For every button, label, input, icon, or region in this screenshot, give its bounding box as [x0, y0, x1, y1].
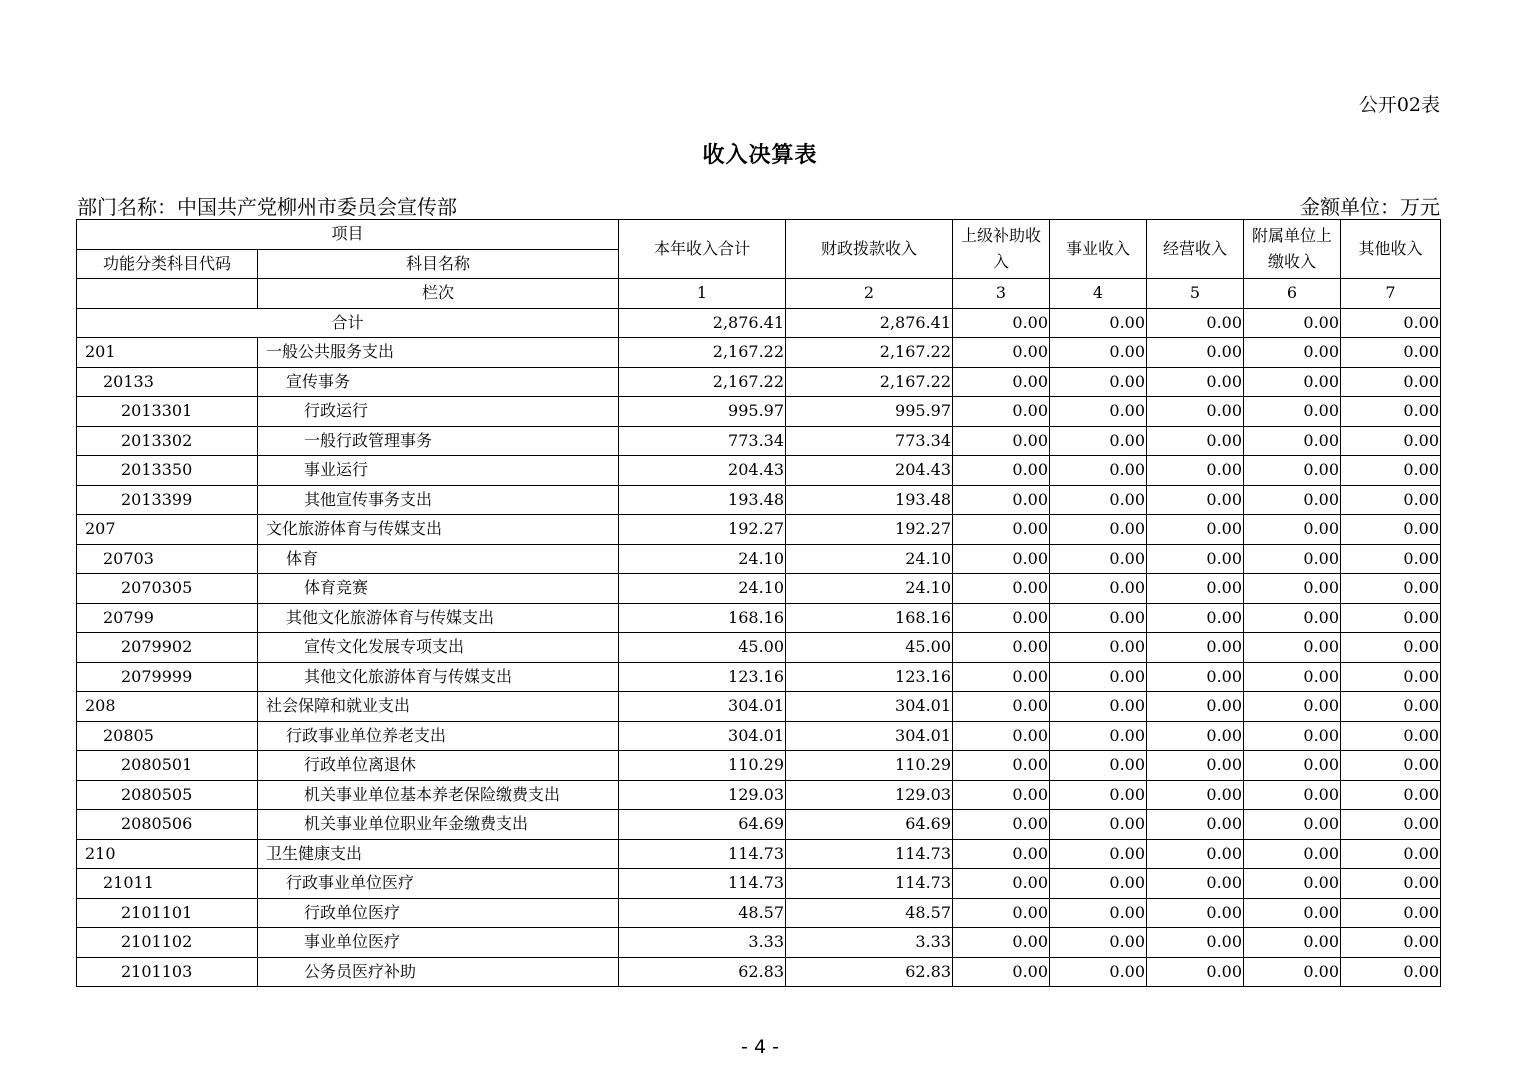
value-col-3: 0.00: [953, 603, 1050, 633]
value-col-2: 45.00: [786, 633, 953, 663]
value-col-1: 48.57: [619, 898, 786, 928]
value-col-4: 0.00: [1050, 603, 1147, 633]
value-col-4: 0.00: [1050, 780, 1147, 810]
value-col-1: 995.97: [619, 397, 786, 427]
value-col-5: 0.00: [1147, 721, 1244, 751]
value-col-2: 204.43: [786, 456, 953, 486]
table-row: [77, 780, 1441, 810]
table-row: [77, 662, 1441, 692]
value-col-5: 0.00: [1147, 338, 1244, 368]
subject-name: 事业单位医疗: [258, 928, 619, 958]
subject-name: 社会保障和就业支出: [258, 692, 619, 722]
value-col-3: 0.00: [953, 633, 1050, 663]
value-col-5: 0.00: [1147, 456, 1244, 486]
value-col-2: 2,167.22: [786, 367, 953, 397]
value-col-4: 0.00: [1050, 898, 1147, 928]
value-col-3: 0.00: [953, 839, 1050, 869]
value-col-3: 0.00: [953, 485, 1050, 515]
seq-5: 5: [1147, 279, 1244, 309]
subject-code: 21011: [77, 869, 258, 899]
value-col-7: 0.00: [1341, 574, 1441, 604]
value-col-7: 0.00: [1341, 544, 1441, 574]
subject-name: 其他文化旅游体育与传媒支出: [258, 662, 619, 692]
total-value-4: 0.00: [1050, 308, 1147, 338]
value-col-3: 0.00: [953, 810, 1050, 840]
value-col-2: 24.10: [786, 544, 953, 574]
subject-name: 宣传文化发展专项支出: [258, 633, 619, 663]
subject-code: 201: [77, 338, 258, 368]
value-col-2: 123.16: [786, 662, 953, 692]
value-col-2: 192.27: [786, 515, 953, 545]
value-col-5: 0.00: [1147, 692, 1244, 722]
value-col-3: 0.00: [953, 338, 1050, 368]
value-col-1: 45.00: [619, 633, 786, 663]
subject-code: 2070305: [77, 574, 258, 604]
subject-name: 一般公共服务支出: [258, 338, 619, 368]
value-col-3: 0.00: [953, 928, 1050, 958]
amount-unit: 金额单位：万元: [1300, 195, 1440, 219]
value-col-2: 3.33: [786, 928, 953, 958]
value-col-2: 64.69: [786, 810, 953, 840]
value-col-5: 0.00: [1147, 574, 1244, 604]
value-col-4: 0.00: [1050, 426, 1147, 456]
subject-code: 20133: [77, 367, 258, 397]
value-col-3: 0.00: [953, 780, 1050, 810]
value-col-5: 0.00: [1147, 426, 1244, 456]
seq-3: 3: [953, 279, 1050, 309]
header-item: 项目: [77, 220, 619, 250]
table-row: [77, 898, 1441, 928]
value-col-6: 0.00: [1244, 397, 1341, 427]
subject-name: 公务员医疗补助: [258, 957, 619, 987]
value-col-7: 0.00: [1341, 869, 1441, 899]
value-col-3: 0.00: [953, 367, 1050, 397]
value-col-7: 0.00: [1341, 957, 1441, 987]
table-row: [77, 485, 1441, 515]
value-col-1: 773.34: [619, 426, 786, 456]
value-col-5: 0.00: [1147, 810, 1244, 840]
value-col-6: 0.00: [1244, 898, 1341, 928]
value-col-2: 2,167.22: [786, 338, 953, 368]
value-col-4: 0.00: [1050, 869, 1147, 899]
value-col-6: 0.00: [1244, 485, 1341, 515]
value-col-4: 0.00: [1050, 662, 1147, 692]
value-col-2: 129.03: [786, 780, 953, 810]
total-value-2: 2,876.41: [786, 308, 953, 338]
header-col-6: 附属单位上缴收入: [1244, 220, 1341, 279]
subject-code: 2080505: [77, 780, 258, 810]
value-col-3: 0.00: [953, 456, 1050, 486]
value-col-1: 192.27: [619, 515, 786, 545]
subject-code: 2013350: [77, 456, 258, 486]
value-col-3: 0.00: [953, 721, 1050, 751]
table-row: [77, 456, 1441, 486]
seq-1: 1: [619, 279, 786, 309]
table-row: [77, 928, 1441, 958]
subject-name: 机关事业单位职业年金缴费支出: [258, 810, 619, 840]
value-col-3: 0.00: [953, 692, 1050, 722]
value-col-1: 2,167.22: [619, 338, 786, 368]
total-value-5: 0.00: [1147, 308, 1244, 338]
value-col-1: 168.16: [619, 603, 786, 633]
value-col-2: 773.34: [786, 426, 953, 456]
table-row: [77, 692, 1441, 722]
value-col-2: 193.48: [786, 485, 953, 515]
subject-name: 文化旅游体育与传媒支出: [258, 515, 619, 545]
value-col-7: 0.00: [1341, 898, 1441, 928]
value-col-2: 110.29: [786, 751, 953, 781]
value-col-7: 0.00: [1341, 662, 1441, 692]
value-col-7: 0.00: [1341, 367, 1441, 397]
value-col-6: 0.00: [1244, 426, 1341, 456]
value-col-6: 0.00: [1244, 751, 1341, 781]
value-col-4: 0.00: [1050, 574, 1147, 604]
subject-code: 2013301: [77, 397, 258, 427]
subject-name: 行政事业单位养老支出: [258, 721, 619, 751]
value-col-5: 0.00: [1147, 957, 1244, 987]
table-row: [77, 839, 1441, 869]
total-row: [77, 308, 1441, 338]
department-name: 部门名称：中国共产党柳州市委员会宣传部: [77, 195, 457, 219]
table-row: [77, 367, 1441, 397]
value-col-1: 64.69: [619, 810, 786, 840]
subject-name: 一般行政管理事务: [258, 426, 619, 456]
table-row: [77, 515, 1441, 545]
value-col-3: 0.00: [953, 957, 1050, 987]
value-col-6: 0.00: [1244, 810, 1341, 840]
value-col-7: 0.00: [1341, 426, 1441, 456]
subject-code: 2101101: [77, 898, 258, 928]
header-code: 功能分类科目代码: [77, 249, 258, 279]
value-col-3: 0.00: [953, 515, 1050, 545]
header-col-4: 事业收入: [1050, 220, 1147, 279]
value-col-1: 204.43: [619, 456, 786, 486]
header-col-5: 经营收入: [1147, 220, 1244, 279]
value-col-4: 0.00: [1050, 485, 1147, 515]
value-col-7: 0.00: [1341, 810, 1441, 840]
value-col-5: 0.00: [1147, 780, 1244, 810]
value-col-4: 0.00: [1050, 367, 1147, 397]
value-col-4: 0.00: [1050, 338, 1147, 368]
value-col-6: 0.00: [1244, 603, 1341, 633]
value-col-4: 0.00: [1050, 633, 1147, 663]
subject-name: 其他宣传事务支出: [258, 485, 619, 515]
value-col-3: 0.00: [953, 869, 1050, 899]
value-col-6: 0.00: [1244, 574, 1341, 604]
value-col-4: 0.00: [1050, 456, 1147, 486]
value-col-4: 0.00: [1050, 839, 1147, 869]
subject-code: 2101103: [77, 957, 258, 987]
value-col-6: 0.00: [1244, 633, 1341, 663]
value-col-7: 0.00: [1341, 721, 1441, 751]
subject-name: 其他文化旅游体育与传媒支出: [258, 603, 619, 633]
header-col-3: 上级补助收入: [953, 220, 1050, 279]
value-col-4: 0.00: [1050, 957, 1147, 987]
value-col-5: 0.00: [1147, 367, 1244, 397]
table-row: [77, 869, 1441, 899]
value-col-7: 0.00: [1341, 456, 1441, 486]
subject-code: 2013399: [77, 485, 258, 515]
value-col-6: 0.00: [1244, 367, 1341, 397]
value-col-3: 0.00: [953, 397, 1050, 427]
subject-name: 行政事业单位医疗: [258, 869, 619, 899]
table-row: [77, 751, 1441, 781]
value-col-6: 0.00: [1244, 456, 1341, 486]
income-table: [76, 219, 1441, 987]
subject-name: 行政运行: [258, 397, 619, 427]
value-col-2: 114.73: [786, 839, 953, 869]
value-col-5: 0.00: [1147, 633, 1244, 663]
seq-row: [77, 279, 1441, 309]
value-col-4: 0.00: [1050, 515, 1147, 545]
value-col-7: 0.00: [1341, 397, 1441, 427]
value-col-7: 0.00: [1341, 839, 1441, 869]
subject-code: 210: [77, 839, 258, 869]
value-col-3: 0.00: [953, 544, 1050, 574]
value-col-1: 62.83: [619, 957, 786, 987]
value-col-5: 0.00: [1147, 928, 1244, 958]
value-col-2: 24.10: [786, 574, 953, 604]
value-col-3: 0.00: [953, 574, 1050, 604]
value-col-3: 0.00: [953, 662, 1050, 692]
seq-blank: [77, 279, 258, 309]
value-col-2: 304.01: [786, 721, 953, 751]
value-col-1: 123.16: [619, 662, 786, 692]
page-number: - 4 -: [741, 1036, 779, 1058]
table-row: [77, 603, 1441, 633]
subject-name: 体育: [258, 544, 619, 574]
value-col-7: 0.00: [1341, 515, 1441, 545]
page-title: 收入决算表: [702, 142, 818, 168]
value-col-5: 0.00: [1147, 515, 1244, 545]
value-col-5: 0.00: [1147, 898, 1244, 928]
value-col-1: 114.73: [619, 869, 786, 899]
header-col-2: 财政拨款收入: [786, 220, 953, 279]
subject-code: 20805: [77, 721, 258, 751]
value-col-3: 0.00: [953, 751, 1050, 781]
subject-code: 2079902: [77, 633, 258, 663]
value-col-6: 0.00: [1244, 544, 1341, 574]
value-col-5: 0.00: [1147, 485, 1244, 515]
value-col-5: 0.00: [1147, 869, 1244, 899]
subject-code: 207: [77, 515, 258, 545]
value-col-1: 110.29: [619, 751, 786, 781]
seq-7: 7: [1341, 279, 1441, 309]
value-col-7: 0.00: [1341, 338, 1441, 368]
value-col-2: 995.97: [786, 397, 953, 427]
value-col-6: 0.00: [1244, 928, 1341, 958]
value-col-1: 114.73: [619, 839, 786, 869]
value-col-7: 0.00: [1341, 633, 1441, 663]
seq-6: 6: [1244, 279, 1341, 309]
value-col-7: 0.00: [1341, 603, 1441, 633]
value-col-6: 0.00: [1244, 869, 1341, 899]
total-value-7: 0.00: [1341, 308, 1441, 338]
value-col-6: 0.00: [1244, 957, 1341, 987]
subject-name: 行政单位医疗: [258, 898, 619, 928]
value-col-2: 304.01: [786, 692, 953, 722]
subject-code: 2013302: [77, 426, 258, 456]
subject-code: 2079999: [77, 662, 258, 692]
value-col-2: 48.57: [786, 898, 953, 928]
total-value-1: 2,876.41: [619, 308, 786, 338]
header-col-7: 其他收入: [1341, 220, 1441, 279]
value-col-2: 114.73: [786, 869, 953, 899]
subject-name: 机关事业单位基本养老保险缴费支出: [258, 780, 619, 810]
table-row: [77, 338, 1441, 368]
value-col-3: 0.00: [953, 426, 1050, 456]
value-col-1: 193.48: [619, 485, 786, 515]
value-col-1: 304.01: [619, 721, 786, 751]
value-col-2: 62.83: [786, 957, 953, 987]
subject-name: 体育竞赛: [258, 574, 619, 604]
form-number: 公开02表: [1358, 94, 1440, 116]
value-col-1: 2,167.22: [619, 367, 786, 397]
subject-code: 2101102: [77, 928, 258, 958]
value-col-4: 0.00: [1050, 751, 1147, 781]
value-col-6: 0.00: [1244, 780, 1341, 810]
subject-code: 208: [77, 692, 258, 722]
table-row: [77, 574, 1441, 604]
total-value-6: 0.00: [1244, 308, 1341, 338]
subject-code: 2080506: [77, 810, 258, 840]
total-label: 合计: [77, 308, 619, 338]
seq-4: 4: [1050, 279, 1147, 309]
value-col-5: 0.00: [1147, 397, 1244, 427]
subject-code: 2080501: [77, 751, 258, 781]
header-name: 科目名称: [258, 249, 619, 279]
subject-name: 宣传事务: [258, 367, 619, 397]
table-row: [77, 721, 1441, 751]
value-col-6: 0.00: [1244, 515, 1341, 545]
subject-code: 20703: [77, 544, 258, 574]
subject-name: 事业运行: [258, 456, 619, 486]
value-col-1: 24.10: [619, 574, 786, 604]
subject-name: 行政单位离退休: [258, 751, 619, 781]
value-col-5: 0.00: [1147, 751, 1244, 781]
value-col-1: 3.33: [619, 928, 786, 958]
seq-label: 栏次: [258, 279, 619, 309]
header-row-1: [77, 220, 1441, 250]
value-col-1: 129.03: [619, 780, 786, 810]
table-row: [77, 426, 1441, 456]
header-col-1: 本年收入合计: [619, 220, 786, 279]
subject-name: 卫生健康支出: [258, 839, 619, 869]
value-col-7: 0.00: [1341, 485, 1441, 515]
value-col-1: 304.01: [619, 692, 786, 722]
value-col-2: 168.16: [786, 603, 953, 633]
table-row: [77, 810, 1441, 840]
value-col-4: 0.00: [1050, 928, 1147, 958]
value-col-6: 0.00: [1244, 662, 1341, 692]
total-value-3: 0.00: [953, 308, 1050, 338]
value-col-7: 0.00: [1341, 751, 1441, 781]
value-col-6: 0.00: [1244, 839, 1341, 869]
value-col-5: 0.00: [1147, 603, 1244, 633]
value-col-5: 0.00: [1147, 839, 1244, 869]
subject-code: 20799: [77, 603, 258, 633]
table-row: [77, 633, 1441, 663]
value-col-6: 0.00: [1244, 721, 1341, 751]
value-col-4: 0.00: [1050, 692, 1147, 722]
value-col-7: 0.00: [1341, 692, 1441, 722]
value-col-6: 0.00: [1244, 692, 1341, 722]
value-col-4: 0.00: [1050, 721, 1147, 751]
value-col-7: 0.00: [1341, 928, 1441, 958]
value-col-5: 0.00: [1147, 544, 1244, 574]
table-row: [77, 397, 1441, 427]
value-col-4: 0.00: [1050, 544, 1147, 574]
table-row: [77, 544, 1441, 574]
value-col-5: 0.00: [1147, 662, 1244, 692]
value-col-3: 0.00: [953, 898, 1050, 928]
seq-2: 2: [786, 279, 953, 309]
value-col-6: 0.00: [1244, 338, 1341, 368]
value-col-4: 0.00: [1050, 397, 1147, 427]
value-col-4: 0.00: [1050, 810, 1147, 840]
table-row: [77, 957, 1441, 987]
value-col-7: 0.00: [1341, 780, 1441, 810]
value-col-1: 24.10: [619, 544, 786, 574]
